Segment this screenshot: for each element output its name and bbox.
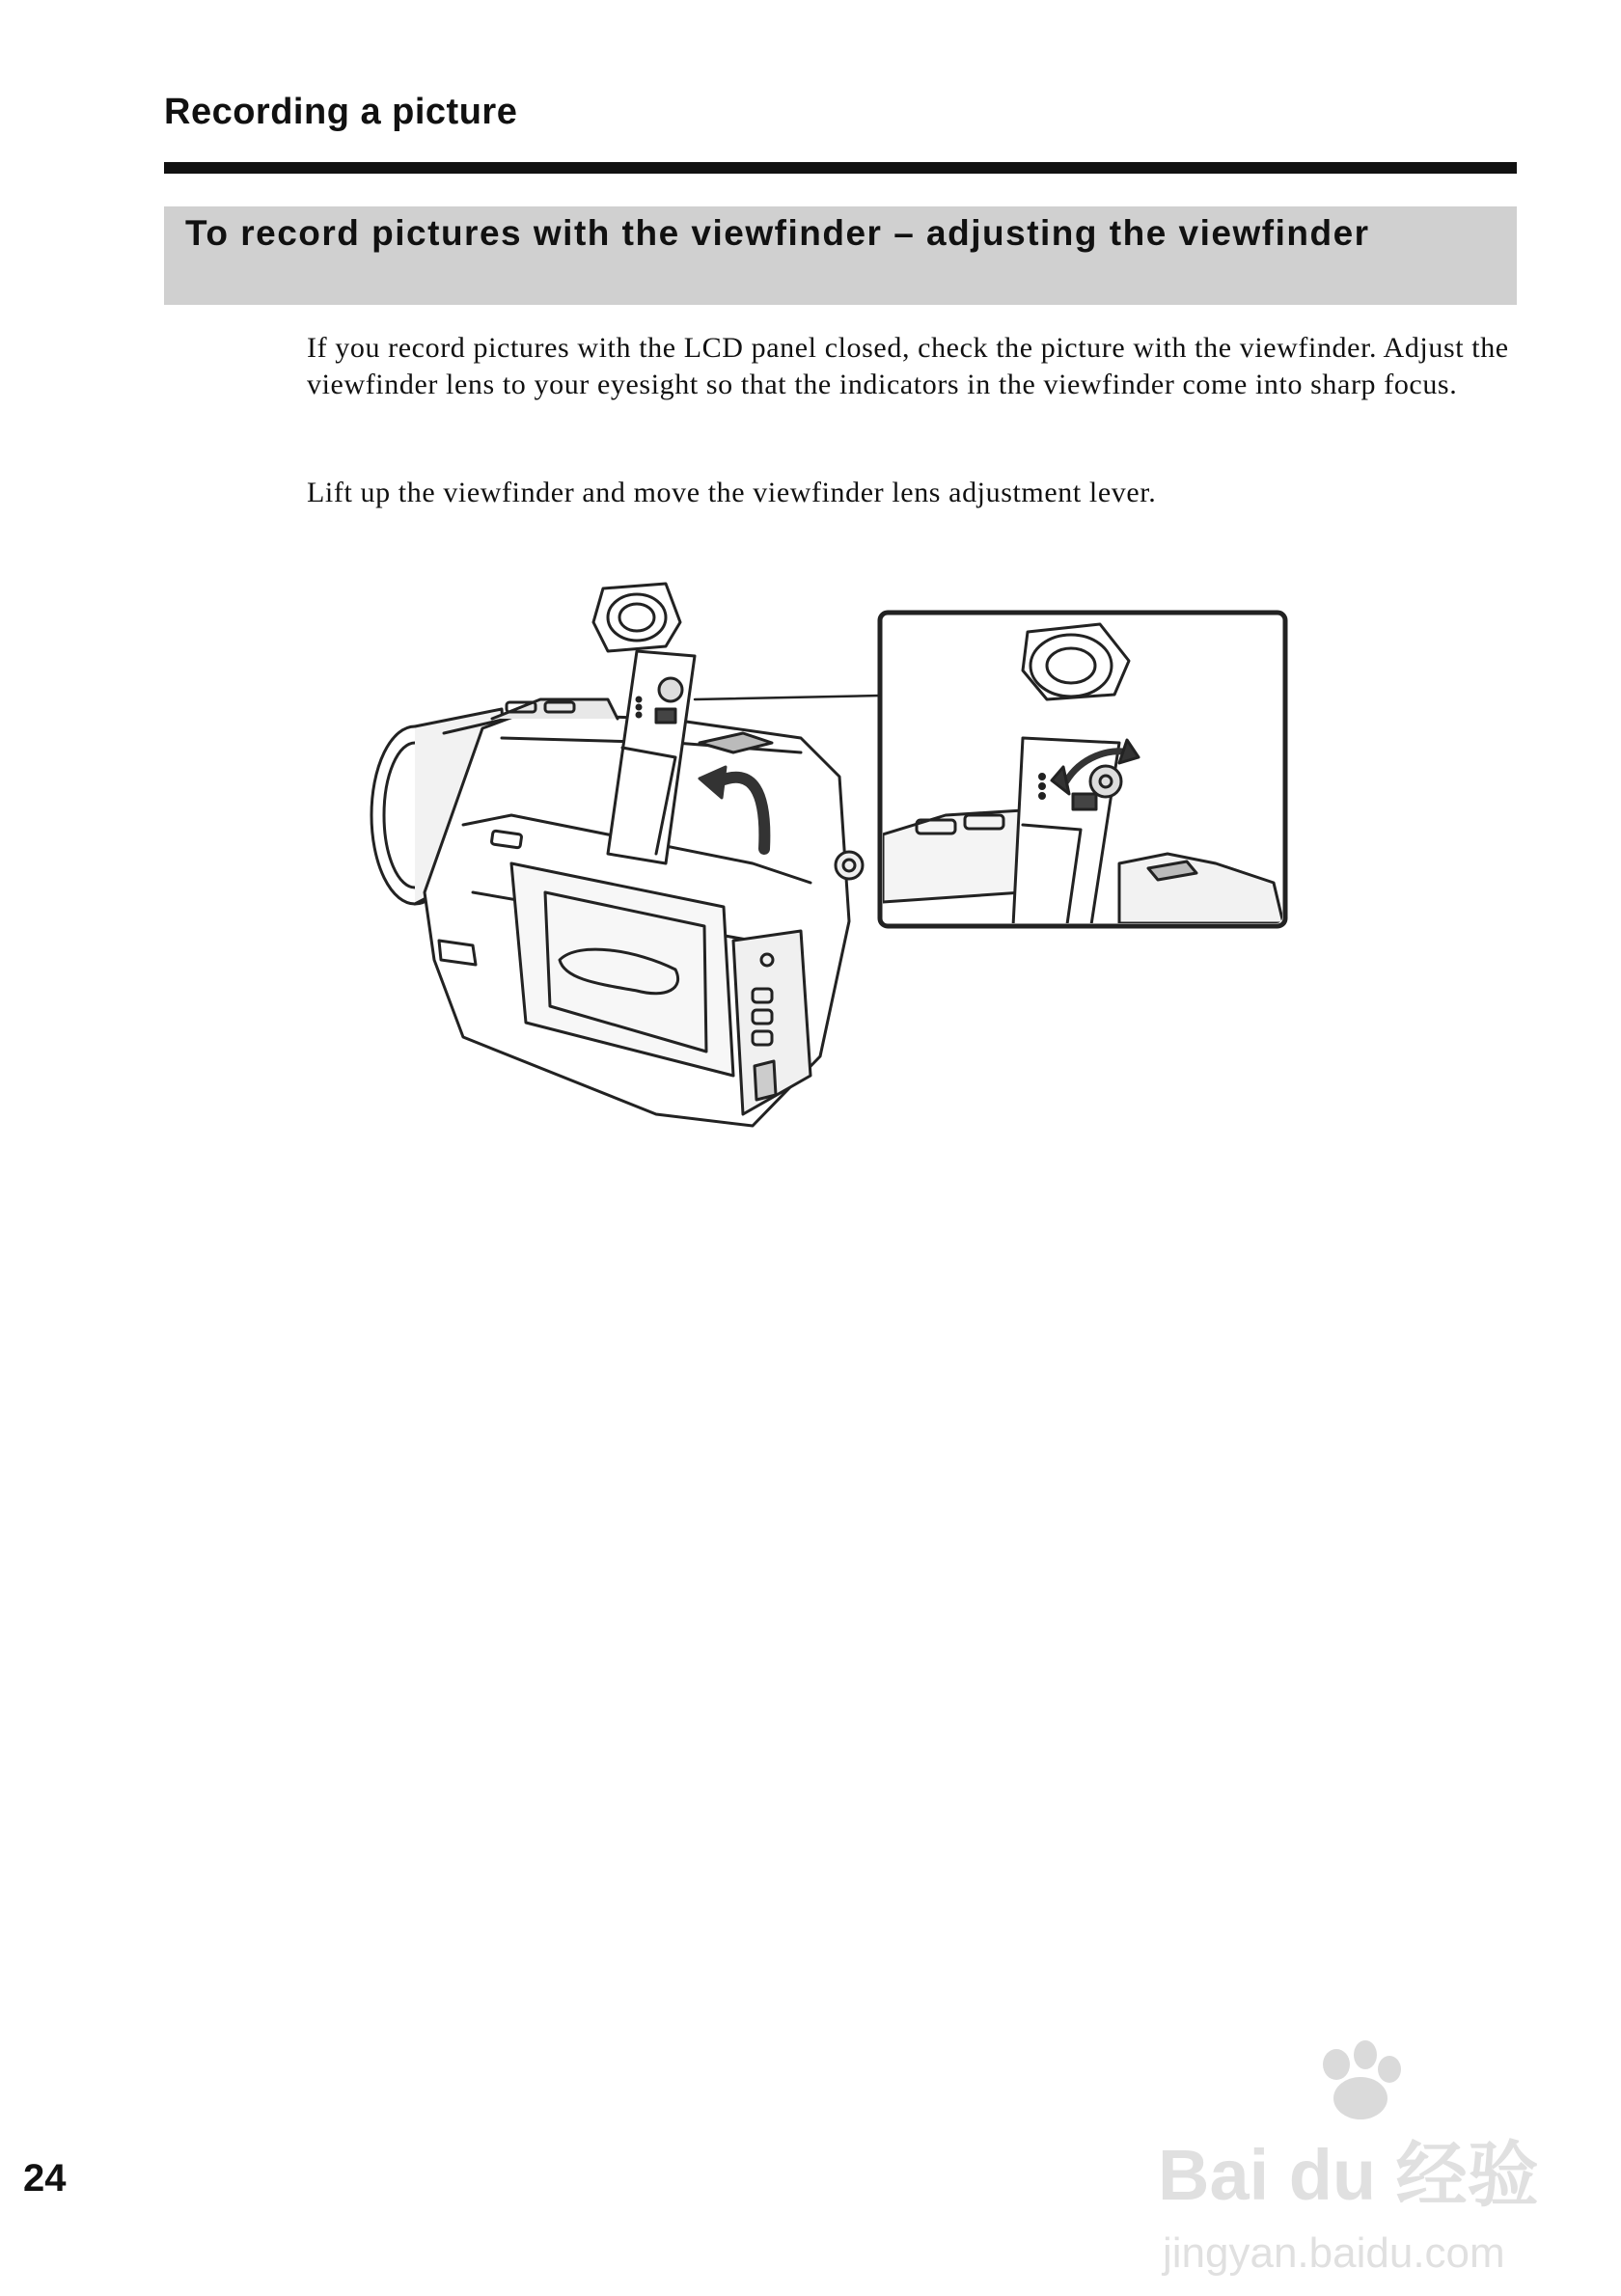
- paw-print-icon: [1153, 2036, 1549, 2286]
- svg-text:Bai du 经验: Bai du 经验: [1158, 2135, 1539, 2215]
- page-title: Recording a picture: [164, 92, 518, 132]
- step-paragraph: Lift up the viewfinder and move the viewfinder lens adjustment lever.: [307, 477, 1157, 508]
- baidu-watermark: [1153, 2036, 1549, 2286]
- title-rule: [164, 162, 1517, 174]
- section-heading-band: [164, 206, 1517, 305]
- camcorder-viewfinder-illustration: [347, 574, 1312, 1153]
- page-number: 24: [23, 2157, 67, 2200]
- svg-text:jingyan.baidu.com: jingyan.baidu.com: [1163, 2229, 1505, 2277]
- viewfinder-closeup-inset: [880, 613, 1285, 931]
- section-heading: To record pictures with the viewfinder – adjusting the viewfinder: [185, 213, 1370, 253]
- instruction-paragraph: If you record pictures with the LCD panel closed, check the picture with the viewfinder. Adjust the viewfinder lens to your eyesight so that the indicators in the viewfinder come into sharp focus.: [307, 332, 1509, 400]
